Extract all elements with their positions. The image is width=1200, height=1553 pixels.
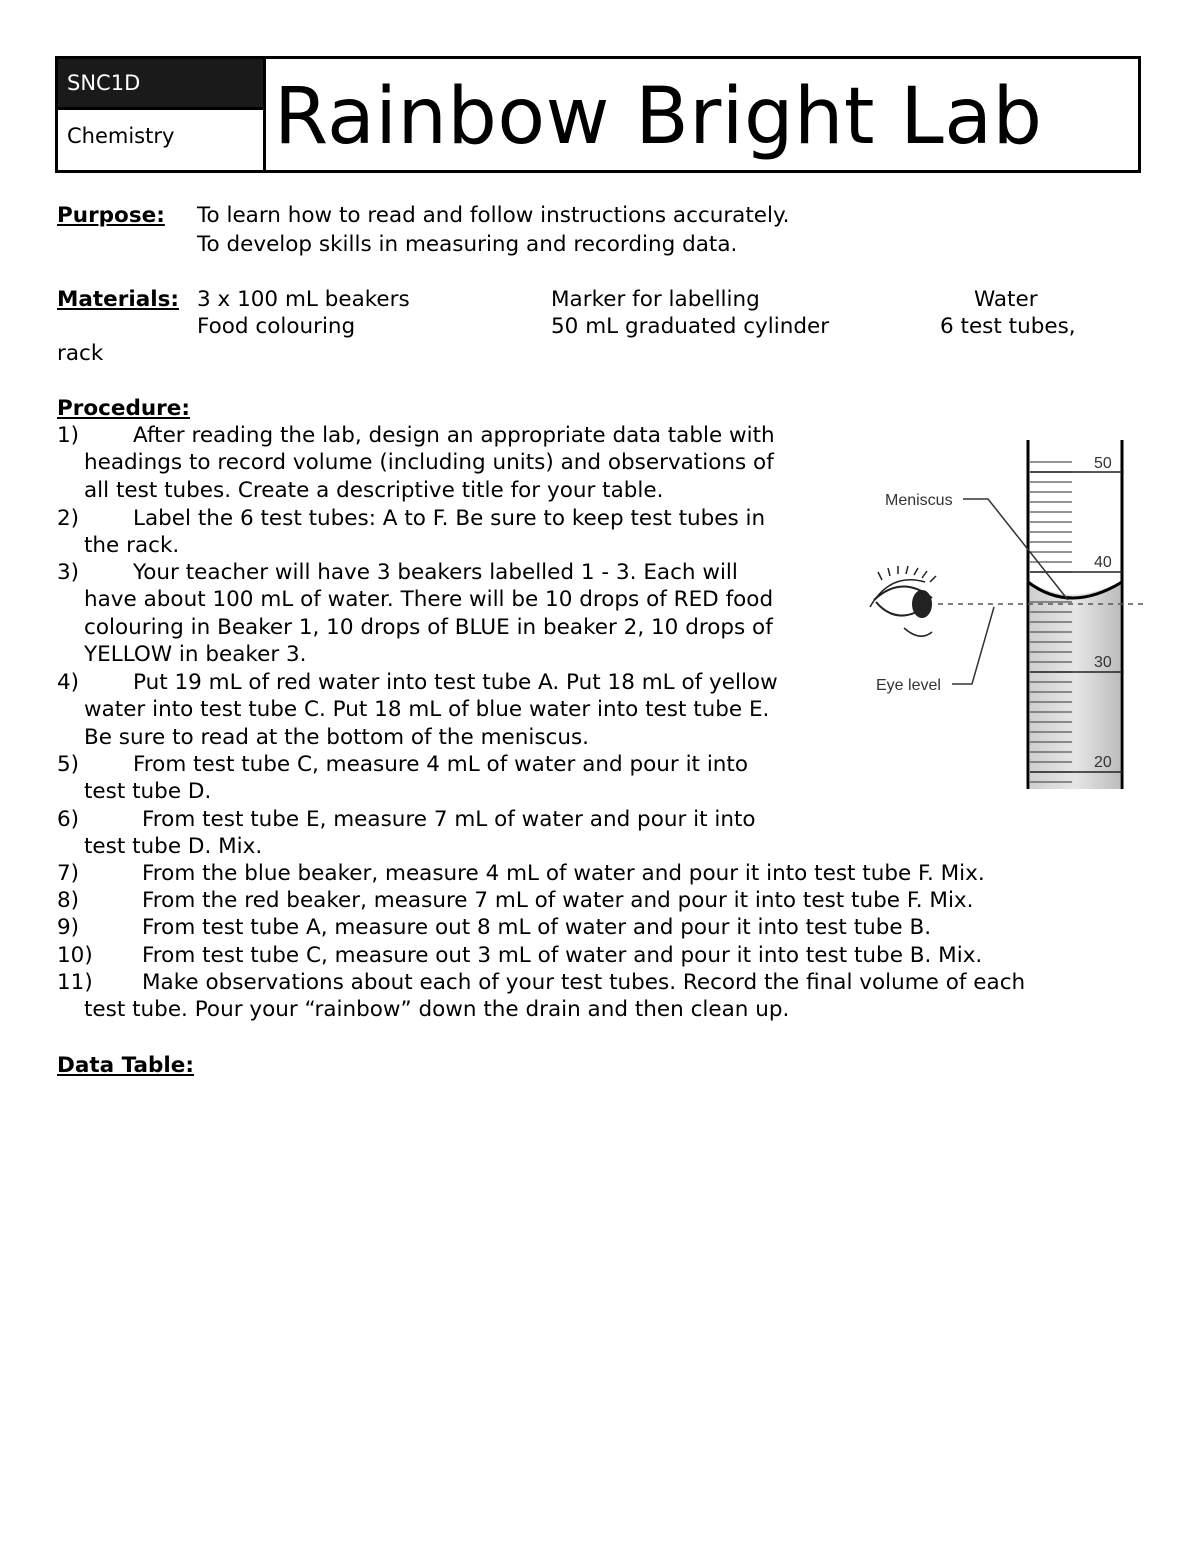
procedure-step: 7) From the blue beaker, measure 4 mL of water and pour it into test tube F. Mix. bbox=[57, 861, 985, 886]
eye-level-leader-line bbox=[952, 607, 994, 684]
material-item: 50 mL graduated cylinder bbox=[551, 314, 830, 339]
subject-label: Chemistry bbox=[58, 107, 263, 170]
materials-label: Materials: bbox=[57, 287, 180, 312]
material-wrap: rack bbox=[57, 341, 104, 366]
data-table-label: Data Table: bbox=[57, 1053, 194, 1078]
eye-icon bbox=[870, 566, 936, 636]
procedure-step: 3) Your teacher will have 3 beakers labelled 1 - 3. Each will have about 100 mL of water. There will be 10 drops of RED food colouring in Beaker 1, 10 drops of BLUE in beaker 2, 10 drops of YELLOW in beaker 3. bbox=[57, 560, 774, 667]
graduated-cylinder-figure bbox=[860, 432, 1150, 794]
scale-label: 40 bbox=[1094, 554, 1112, 571]
course-code: SNC1D bbox=[58, 59, 263, 107]
scale-label: 30 bbox=[1094, 654, 1112, 671]
purpose-line-1: To learn how to read and follow instructions accurately. bbox=[197, 203, 790, 228]
procedure-step: 8) From the red beaker, measure 7 mL of water and pour it into test tube F. Mix. bbox=[57, 888, 974, 913]
procedure-step: 2) Label the 6 test tubes: A to F. Be sure to keep test tubes in the rack. bbox=[57, 506, 766, 559]
procedure-step: 1) After reading the lab, design an appropriate data table with headings to record volume (including units) and observations of all test tubes. Create a descriptive title for your table. bbox=[57, 423, 775, 503]
procedure-step: 6) From test tube E, measure 7 mL of water and pour it into test tube D. Mix. bbox=[57, 807, 756, 860]
procedure-step: 9) From test tube A, measure out 8 mL of water and pour it into test tube B. bbox=[57, 915, 932, 940]
procedure-label: Procedure: bbox=[57, 396, 190, 421]
material-item: Food colouring bbox=[197, 314, 356, 339]
header-box bbox=[55, 56, 1141, 173]
purpose-label: Purpose: bbox=[57, 203, 165, 228]
meniscus-leader-line bbox=[963, 499, 1068, 600]
procedure-step: 10) From test tube C, measure out 3 mL of water and pour it into test tube B. Mix. bbox=[57, 943, 983, 968]
scale-label: 50 bbox=[1094, 455, 1112, 472]
material-item: Marker for labelling bbox=[551, 287, 760, 312]
page-title: Rainbow Bright Lab bbox=[274, 72, 1043, 162]
purpose-line-2: To develop skills in measuring and recording data. bbox=[197, 232, 738, 257]
procedure-step: 11) Make observations about each of your test tubes. Record the final volume of each test tube. Pour your “rainbow” down the drain and then clean up. bbox=[57, 970, 1026, 1023]
material-item: 3 x 100 mL beakers bbox=[197, 287, 410, 312]
procedure-step: 4) Put 19 mL of red water into test tube A. Put 18 mL of yellow water into test tube C. Put 18 mL of blue water into test tube E. Be sure to read at the bottom of the meniscus. bbox=[57, 670, 778, 750]
scale-label: 20 bbox=[1094, 754, 1112, 771]
meniscus-label: Meniscus bbox=[885, 492, 953, 509]
header-left-column bbox=[58, 59, 266, 170]
material-item: Water bbox=[974, 287, 1038, 312]
material-item: 6 test tubes, bbox=[940, 314, 1076, 339]
eye-level-label: Eye level bbox=[876, 677, 941, 694]
procedure-step: 5) From test tube C, measure 4 mL of water and pour it into test tube D. bbox=[57, 752, 748, 805]
